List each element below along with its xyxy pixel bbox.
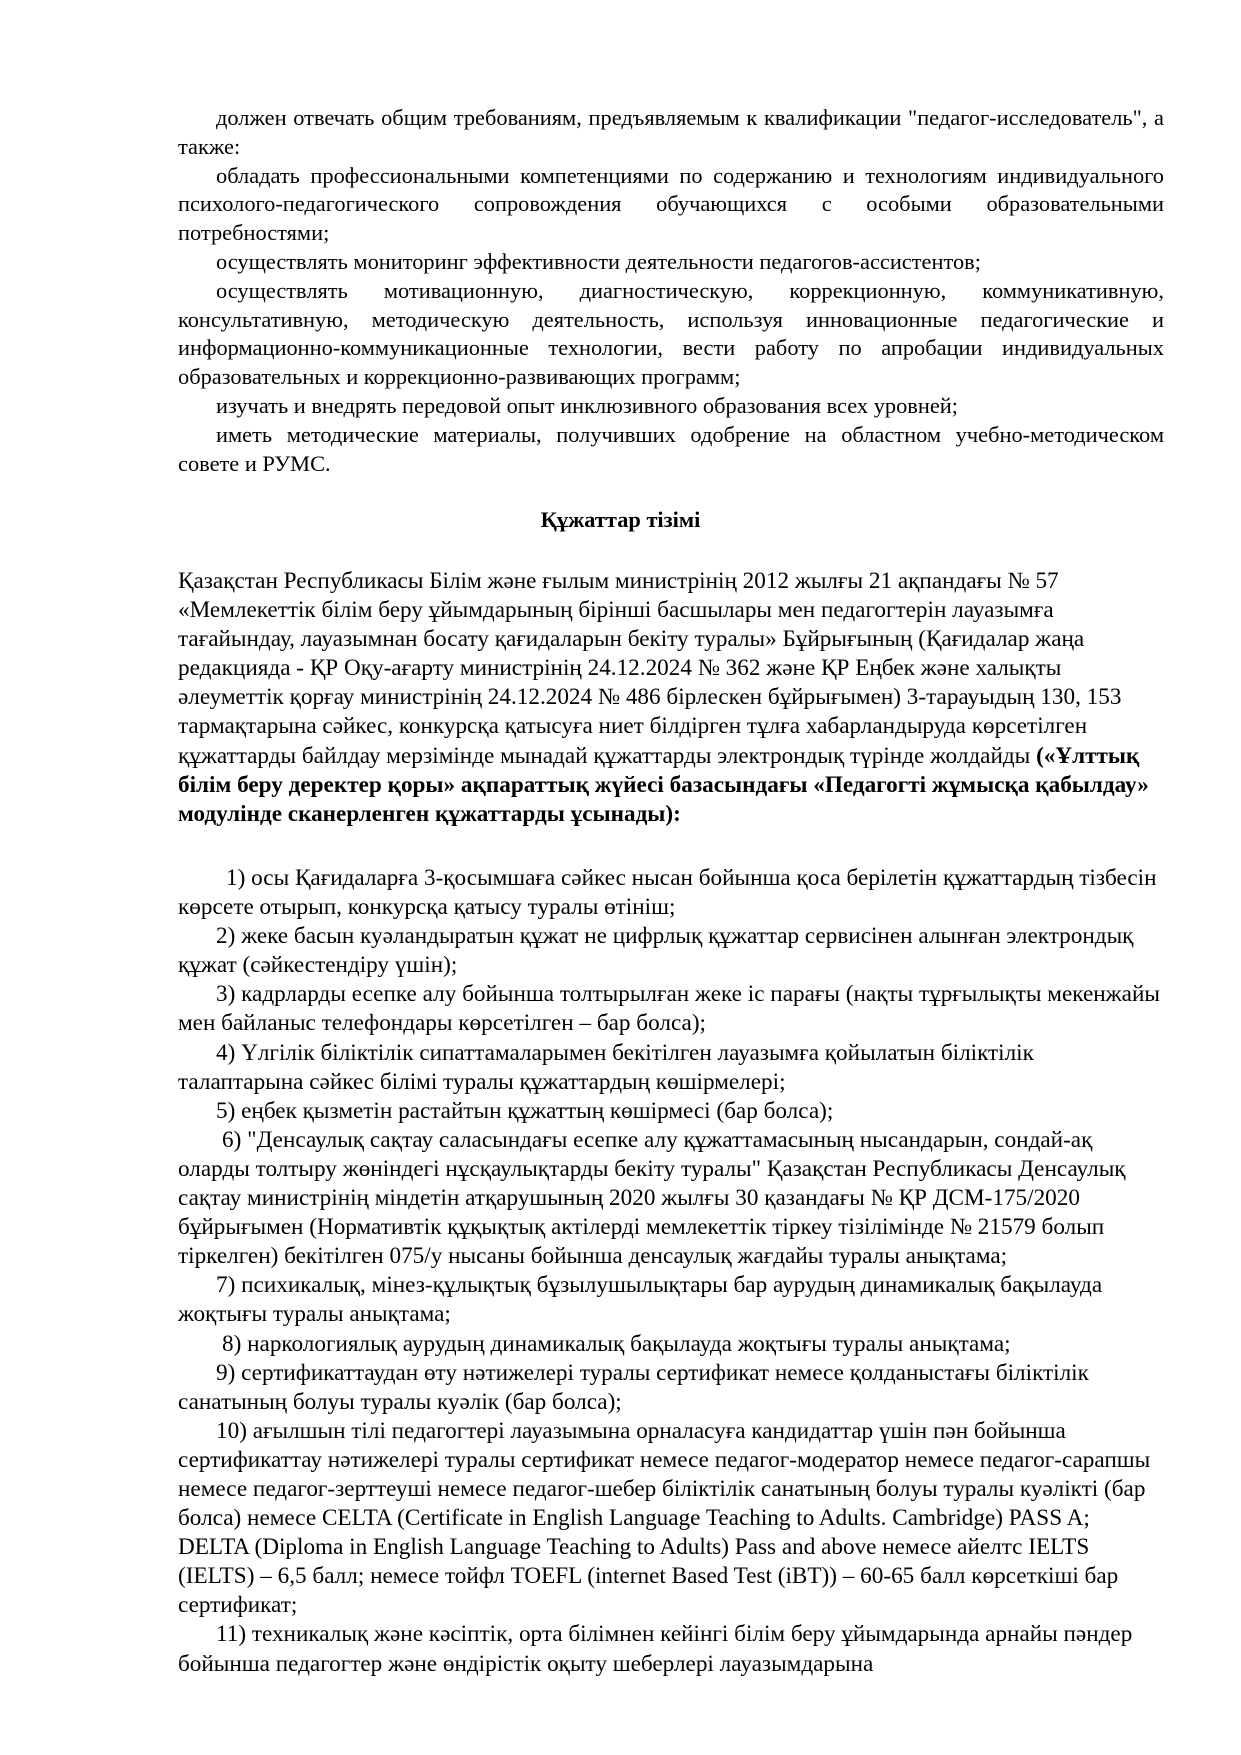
list-item: 3) кадрларды есепке алу бойынша толтырылған жеке іс парағы (нақты тұрғылықты мекенжайы мен байланыс телефондары көрсетілген – бар болса); bbox=[178, 981, 1160, 1037]
list-item: 1) осы Қағидаларға 3-қосымшаға сәйкес нысан бойынша қоса берілетін құжаттардың тізбесін көрсете отырып, конкурсқа қатысу туралы өтініш; bbox=[178, 865, 1157, 921]
list-item: 11) техникалық және кәсіптік, орта білімнен кейінгі білім беру ұйымдарында арнайы пәндер бойынша педагогтер және өндірістік оқыту шеберлері лауазымдарына bbox=[178, 1621, 1133, 1677]
list-item: 5) еңбек қызметін растайтын құжаттың көшірмесі (бар болса); bbox=[216, 1097, 834, 1124]
intro-paragraph bbox=[178, 567, 1164, 829]
requirement-paragraph: должен отвечать общим требованиям, предъявляемым к квалификации "педагог-исследователь", а также: bbox=[178, 105, 1164, 159]
list-item: 6) "Денсаулық сақтау саласындағы есепке алу құжаттамасының нысандарын, сондай-ақ оларды толтыру жөніндегі нұсқаулықтарды бекіту туралы" Қазақстан Республикасы Денсаулық сақтау министрінің міндетін атқарушының 2020 жылғы 30 қазандағы № ҚР ДСМ-175/2020 бұйрығымен (Нормативтік құқықтық актілерді мемлекеттік тіркеу тізілімінде № 21579 болып тіркелген) бекітілген 075/у нысаны бойынша денсаулық жағдайы туралы анықтама; bbox=[178, 1126, 1126, 1270]
requirement-paragraph: изучать и внедрять передовой опыт инклюзивного образования всех уровней; bbox=[216, 392, 958, 418]
documents-intro bbox=[178, 567, 1164, 829]
requirement-paragraph: осуществлять мотивационную, диагностическую, коррекционную, коммуникативную, консультативную, методическую деятельность, используя инновационные педагогические и информационно-коммуникационные технологии, вести работу по апробации индивидуальных образовательных и коррекционно-развивающих программ; bbox=[178, 277, 1164, 390]
list-item: 8) наркологиялық аурудың динамикалық бақылауда жоқтығы туралы анықтама; bbox=[222, 1330, 1011, 1357]
intro-bold-text: («Ұлттық білім беру деректер қоры» ақпараттық жүйесі базасындағы «Педагогті жұмысқа қабылдау» модулінде сканерленген құжаттарды ұсынады): bbox=[178, 742, 1149, 827]
requirement-paragraph: иметь методические материалы, получивших одобрение на областном учебно-методическом совете и РУМС. bbox=[178, 421, 1164, 476]
qualification-requirements bbox=[178, 104, 1164, 478]
documents-list bbox=[178, 864, 1164, 1679]
list-item: 2) жеке басын куәландыратын құжат не цифрлық құжаттар сервисінен алынған электрондық құжат (сәйкестендіру үшін); bbox=[178, 923, 1134, 979]
list-item: 4) Үлгілік біліктілік сипаттамаларымен бекітілген лауазымға қойылатын біліктілік талаптарына сәйкес білімі туралы құжаттардың көшірмелері; bbox=[178, 1039, 1034, 1095]
requirement-paragraph: обладать профессиональными компетенциями по содержанию и технологиям индивидуального психолого-педагогического сопровождения обучающихся с особыми образовательными потребностями; bbox=[178, 162, 1164, 246]
intro-text: Қазақстан Республикасы Білім және ғылым министрінің 2012 жылғы 21 ақпандағы № 57 «Мемлекеттік білім беру ұйымдарының бірінші басшылары мен педагогтерін лауазымға тағайындау, лауазымнан босату қағидаларын бекіту туралы» Бұйрығының (Қағидалар жаңа редакцияда - ҚР Оқу-ағарту министрінің 24.12.2024 № 362 және ҚР Еңбек және халықты әлеуметтік қорғау министрінің 24.12.2024 № 486 бірлескен бұйрығымен) 3-тарауыдың 130, 153 тармақтарына сәйкес, конкурсқа қатысуға ниет білдірген тұлға хабарландыруда көрсетілген құжаттарды байлдау мерзімінде мынадай құжаттарды электрондық түрінде жолдайды bbox=[178, 568, 1122, 769]
list-item: 9) сертификаттаудан өту нәтижелері туралы сертификат немесе қолданыстағы біліктілік санатының болуы туралы куәлік (бар болса); bbox=[178, 1359, 1089, 1415]
section-title: Құжаттар тізімі bbox=[540, 507, 701, 532]
list-item: 7) психикалық, мінез-құлықтық бұзылушылықтары бар аурудың динамикалық бақылауда жоқтығы туралы анықтама; bbox=[178, 1272, 1103, 1328]
requirement-paragraph: осуществлять мониторинг эффективности деятельности педагогов-ассистентов; bbox=[216, 248, 981, 274]
list-item: 10) ағылшын тілі педагогтері лауазымына орналасуға кандидаттар үшін пән бойынша сертификаттау нәтижелері туралы сертификат немесе педагог-модератор немесе педагог-сарапшы немесе педагог-зерттеуші немесе педагог-шебер біліктілік санатының болуы туралы куәлікті (бар болса) немесе CELTA (Certificate in English Language Teaching to Adults. Cambridge) PASS A; DELTA (Diploma in English Language Teaching to Adults) Pass and above немесе айелтс IELTS (IELTS) – 6,5 балл; немесе тойфл TOEFL (internet Based Test (iBT)) – 60-65 балл көрсеткішi бар сертификат; bbox=[178, 1417, 1151, 1619]
